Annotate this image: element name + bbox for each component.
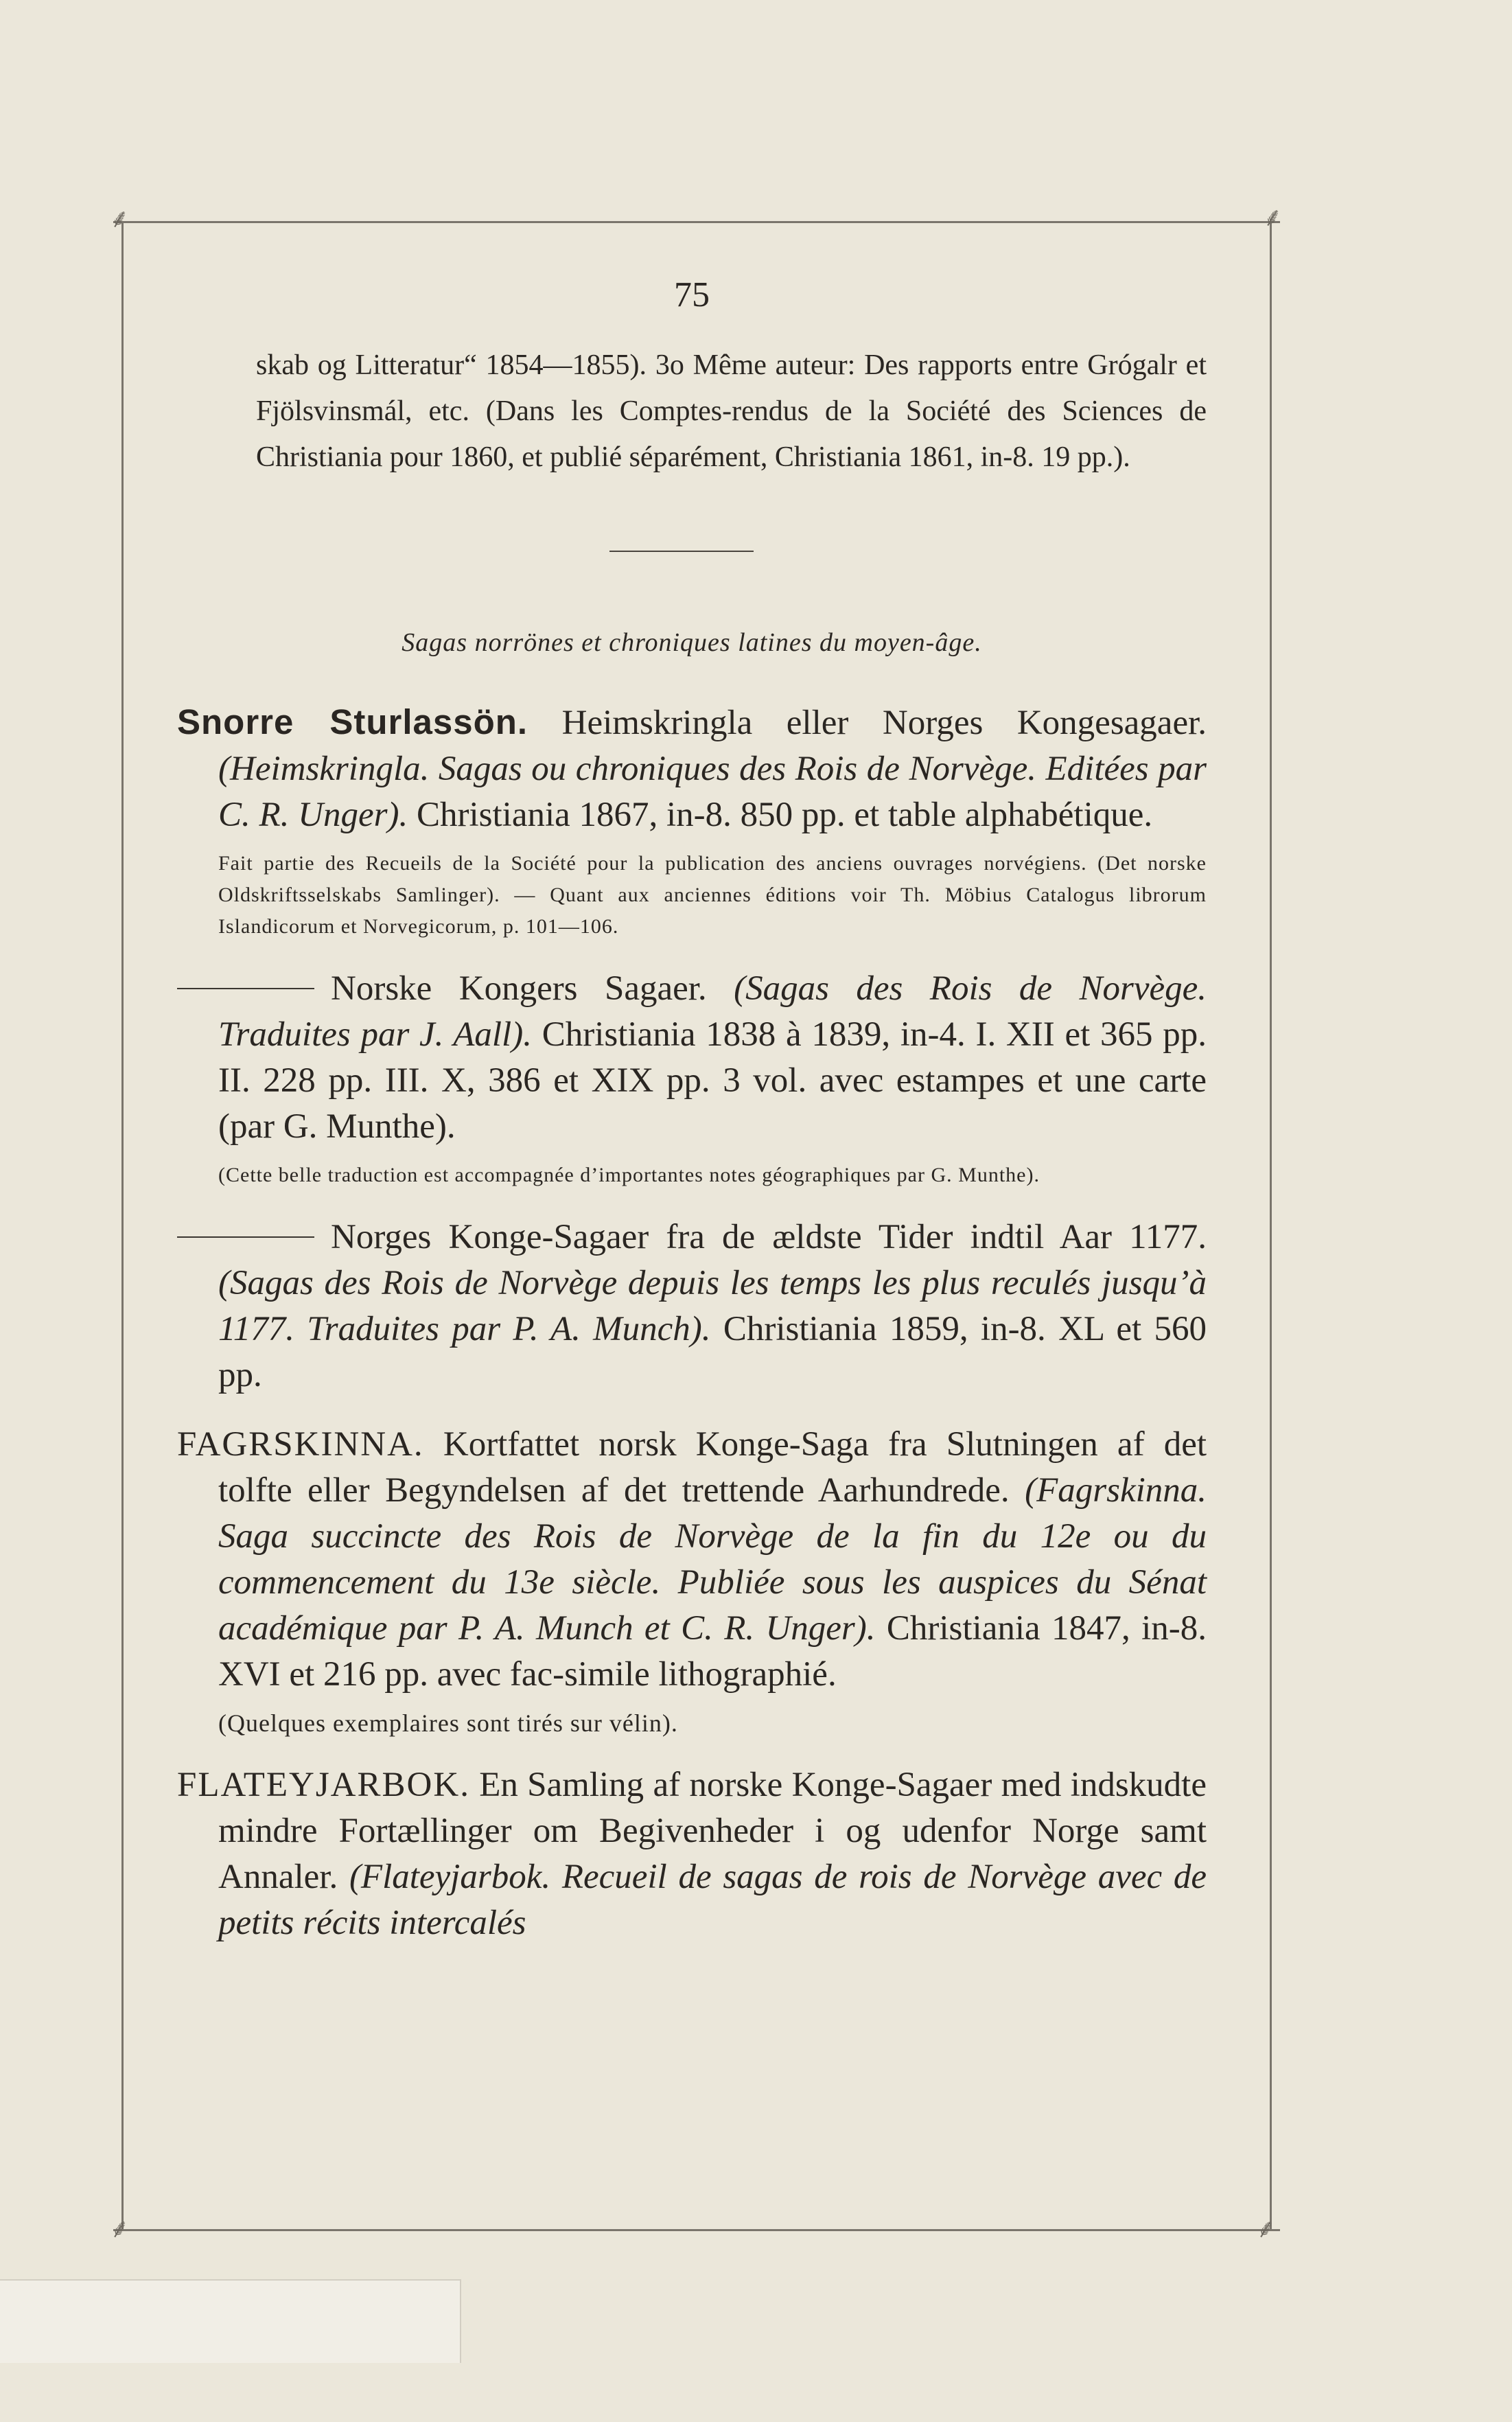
entry-details: Christiania 1838 à 1839, in-4. I. XII et 365 pp. II. 228 pp. III. X, 386 et XIX pp. 3 vol. avec estampes et une carte (par G. Munthe). [218,1015,1207,1146]
entry-italic-title: (Fagrskinna. Saga succincte des Rois de Norvège de la fin du 12e ou du commencement du 13e siècle. Publiée sous les auspices du Sénat académique par P. A. Munch et C. R. Unger). [218,1471,1207,1648]
entry-note: (Cette belle traduction est accompagnée d’importantes notes géographiques par G. Munthe). [218,1164,1040,1186]
corner-ornament-icon: ⸙ [1256,2215,1276,2244]
entry-title: Norges Konge-Sagaer fra de ældste Tider indtil Aar 1177. [331,1218,1207,1256]
section-title: Sagas norrönes et chroniques latines du moyen-âge. [402,628,982,657]
bibliography-entry [177,699,1207,943]
entry-text [177,1422,1207,1698]
entry-text [177,1214,1207,1398]
entry-note: Fait partie des Recueils de la Société pour la publication des anciens ouvrages norvégiens. (Det norske Oldskriftsselskabs Samlinger). — Quant aux anciennes éditions voir Th. Möbius Catalogus librorum Islandicorum et Norvegicorum, p. 101—106. [218,852,1207,938]
bibliography-entry [177,1422,1207,1739]
page-number: 75 [674,275,710,314]
entry-italic-title: (Flateyjarbok. Recueil de sagas de rois de Norvège avec de petits récits intercalés [218,1858,1207,1942]
entry-italic-title: (Heimskringla. Sagas ou chroniques des Rois de Norvège. Editées par C. R. Unger). [218,750,1207,834]
bibliography-entry [177,1214,1207,1398]
entry-text [177,966,1207,1150]
entry-title: Norske Kongers Sagaer. [331,969,707,1008]
entry-title: En Samling af norske Konge-Sagaer med indskudte mindre Fortællinger om Begivenheder i og udenfor Norge samt Annaler. [218,1766,1207,1896]
corner-ornament-icon: ⸙ [110,205,130,233]
bottom-border-rule [113,2229,1280,2231]
entry-italic-title: (Sagas des Rois de Norvège depuis les temps les plus reculés jusqu’à 1177. Traduites par P. A. Munch). [218,1264,1207,1348]
entry-details: Christiania 1867, in-8. 850 pp. et table alphabétique. [416,796,1153,834]
bibliography-entry [177,1762,1207,1946]
entry-details: Christiania 1859, in-8. XL et 560 pp. [218,1310,1207,1394]
section-separator [609,551,754,552]
corner-ornament-icon: ⸙ [1263,203,1283,232]
entry-text [177,699,1207,838]
entry-details: Christiania 1847, in-8. XVI et 216 pp. avec fac-simile lithographié. [218,1609,1207,1694]
entry-title: Heimskringla eller Norges Kongesagaer. [561,704,1207,742]
entry-italic-title: (Sagas des Rois de Norvège. Traduites par J. Aall). [218,969,1207,1054]
ditto-dash [177,988,314,989]
entry-author: FAGRSKINNA. [177,1425,424,1464]
ditto-dash [177,1236,314,1238]
continuation-paragraph: skab og Litteratur“ 1854—1855). 3o Même auteur: Des rapports entre Grógalr et Fjölsvinsmál, etc. (Dans les Comptes-rendus de la Société des Sciences de Christiania pour 1860, et publié séparément, Christiania 1861, in-8. 19 pp.). [256,349,1207,473]
entry-title: Kortfattet norsk Konge-Saga fra Slutningen af det tolfte eller Begyndelsen af det trettende Aarhundrede. [218,1425,1207,1510]
entry-text [177,1762,1207,1946]
corner-ornament-icon: ⸙ [110,2215,130,2244]
page-content [177,275,1207,1946]
bibliography-entry [177,966,1207,1191]
entry-note: (Quelques exemplaires sont tirés sur vélin). [218,1709,678,1737]
entry-author: FLATEYJARBOK. [177,1766,470,1804]
library-stamp-area [0,2279,461,2363]
entry-author: Snorre Sturlassön. [177,702,528,741]
